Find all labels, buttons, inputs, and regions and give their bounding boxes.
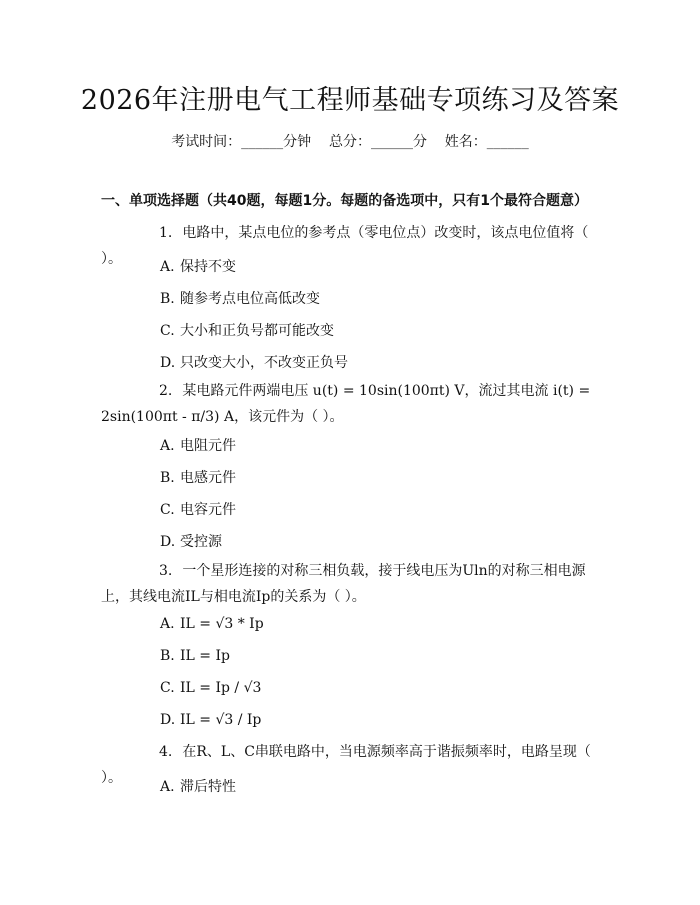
option-text: 只改变大小，不改变正负号: [180, 355, 348, 371]
q2-option-a: [160, 435, 236, 455]
option-text: IL = Ip / √3: [180, 680, 262, 696]
option-letter: C.: [160, 680, 175, 696]
q1-option-a: [160, 256, 236, 276]
option-letter: C.: [160, 502, 175, 518]
option-text: IL = √3 / Ip: [180, 712, 262, 728]
question-text: 某电路元件两端电压 u(t) = 10sin(100πt) V，流过其电流 i(t) = 2sin(100πt - π/3) A，该元件为（ ）。: [101, 383, 591, 425]
option-text: IL = √3 * Ip: [180, 616, 264, 632]
q2-option-c: [160, 499, 236, 519]
question-text: 一个星形连接的对称三相负载，接于线电压为Uln的对称三相电源上，其线电流IL与相电流Ip的关系为（ ）。: [101, 563, 586, 605]
q4-option-a: [160, 776, 236, 796]
question-3: [101, 558, 601, 610]
q1-option-b: [160, 288, 320, 308]
option-letter: C.: [160, 323, 175, 339]
option-text: 保持不变: [180, 259, 236, 275]
option-text: IL = Ip: [180, 648, 230, 664]
question-text: 电路中，某点电位的参考点（零电位点）改变时，该点电位值将（ ）。: [101, 225, 589, 267]
q3-option-a: [160, 616, 264, 632]
q3-option-c: [160, 680, 261, 696]
section-heading: 一、单项选择题（共40题，每题1分。每题的备选项中，只有1个最符合题意）: [101, 193, 588, 209]
option-text: 电容元件: [180, 502, 236, 518]
option-text: 电阻元件: [180, 438, 236, 454]
question-text: 在R、L、C串联电路中，当电源频率高于谐振频率时，电路呈现（ ）。: [101, 744, 591, 786]
option-letter: A.: [160, 616, 175, 632]
q2-option-d: [160, 531, 222, 551]
option-letter: B.: [160, 291, 175, 307]
option-letter: A.: [160, 259, 175, 275]
option-letter: D.: [160, 712, 176, 728]
question-number: 3.: [159, 563, 173, 579]
option-letter: D.: [160, 355, 176, 371]
question-number: 2.: [159, 383, 173, 399]
option-text: 受控源: [180, 534, 222, 550]
option-text: 大小和正负号都可能改变: [180, 323, 334, 339]
q1-option-c: [160, 320, 334, 340]
q2-option-b: [160, 467, 236, 487]
document-title: 2026年注册电气工程师基础专项练习及答案: [80, 85, 620, 116]
question-number: 4.: [159, 744, 173, 760]
option-text: 电感元件: [180, 470, 236, 486]
q3-option-b: [160, 648, 230, 664]
question-number: 1.: [159, 225, 173, 241]
option-letter: B.: [160, 470, 175, 486]
exam-meta-line: 考试时间：______分钟 总分：______分 姓名：______: [171, 134, 529, 150]
q3-option-d: [160, 712, 261, 728]
option-letter: B.: [160, 648, 175, 664]
option-text: 滞后特性: [180, 779, 236, 795]
option-letter: A.: [160, 779, 175, 795]
question-2: [101, 378, 601, 430]
option-letter: D.: [160, 534, 176, 550]
option-text: 随参考点电位高低改变: [180, 291, 320, 307]
q1-option-d: [160, 352, 348, 372]
option-letter: A.: [160, 438, 175, 454]
